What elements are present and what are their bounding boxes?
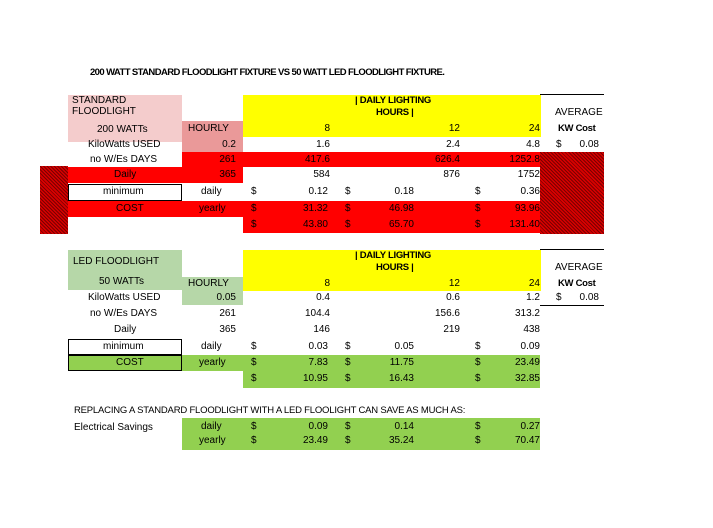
led-min24: 0.09: [520, 341, 540, 352]
savings-block: [182, 418, 540, 450]
savings-d8: 0.09: [308, 421, 328, 432]
standard-hourly: HOURLY: [188, 123, 229, 134]
standard-min8-dollar: $: [251, 186, 257, 197]
led-h12: 12: [448, 278, 460, 289]
savings-y24: 70.47: [514, 435, 540, 446]
led-min12-dollar: $: [345, 341, 351, 352]
led-kw-label: KiloWatts USED: [88, 292, 161, 303]
standard-t12-dollar: $: [345, 219, 351, 230]
standard-hours-header-2: HOURS |: [376, 107, 414, 118]
standard-average: AVERAGE: [555, 107, 603, 118]
led-min8: 0.03: [308, 341, 328, 352]
savings-label: Electrical Savings: [74, 422, 153, 433]
standard-t24: 131.40: [509, 219, 540, 230]
led-y24: 23.49: [514, 357, 540, 368]
savings-y8-dollar: $: [251, 435, 257, 446]
standard-daily-val: 365: [219, 169, 236, 180]
led-kw12: 0.6: [446, 292, 460, 303]
standard-min12-dollar: $: [345, 186, 351, 197]
standard-h24: 24: [528, 123, 540, 134]
standard-cost-label: COST: [116, 203, 144, 214]
standard-cost-val: 0.08: [579, 139, 599, 150]
standard-now-label: no W/Es DAYS: [90, 154, 158, 165]
led-min12: 0.05: [394, 341, 414, 352]
led-t8: 10.95: [302, 373, 328, 384]
standard-t12: 65.70: [388, 219, 414, 230]
led-h24: 24: [528, 278, 540, 289]
led-watts: 50 WATTs: [99, 276, 145, 287]
standard-now-val: 261: [219, 154, 236, 165]
led-y12-dollar: $: [345, 357, 351, 368]
led-min8-dollar: $: [251, 341, 257, 352]
led-now12: 156.6: [434, 308, 460, 319]
standard-y12-dollar: $: [345, 203, 351, 214]
led-daily-val: 365: [219, 324, 236, 335]
led-cost-line: [540, 305, 604, 306]
savings-y12: 35.24: [388, 435, 414, 446]
standard-daily24: 1752: [517, 169, 540, 180]
led-y8-dollar: $: [251, 357, 257, 368]
standard-cost-period: yearly: [199, 203, 226, 214]
led-daily8: 146: [313, 324, 330, 335]
savings-y24-dollar: $: [475, 435, 481, 446]
standard-h12: 12: [448, 123, 460, 134]
standard-min12: 0.18: [394, 186, 414, 197]
led-kw-val: 0.05: [216, 292, 236, 303]
savings-y12-dollar: $: [345, 435, 351, 446]
standard-t24-dollar: $: [475, 219, 481, 230]
standard-daily12: 876: [443, 169, 460, 180]
led-kw24: 1.2: [526, 292, 540, 303]
led-kw-cost: KW Cost: [558, 278, 596, 289]
led-min24-dollar: $: [475, 341, 481, 352]
led-y24-dollar: $: [475, 357, 481, 368]
led-label-1: LED FLOODLIGHT: [73, 256, 160, 267]
standard-min8: 0.12: [308, 186, 328, 197]
led-average: AVERAGE: [555, 262, 603, 273]
standard-y24: 93.96: [514, 203, 540, 214]
led-hourly: HOURLY: [188, 278, 229, 289]
led-t12-dollar: $: [345, 373, 351, 384]
standard-y8-dollar: $: [251, 203, 257, 214]
standard-y8: 31.32: [302, 203, 328, 214]
led-cost-period: yearly: [199, 357, 226, 368]
led-h8: 8: [324, 278, 330, 289]
standard-average-line: [540, 94, 604, 95]
standard-min24: 0.36: [520, 186, 540, 197]
led-hours-header-2: HOURS |: [376, 262, 414, 273]
led-daily-label: Daily: [114, 324, 137, 335]
standard-hatch-left: [40, 166, 68, 234]
standard-daily-label: Daily: [114, 169, 137, 180]
standard-daily8: 584: [313, 169, 330, 180]
savings-y8: 23.49: [302, 435, 328, 446]
savings-d8-dollar: $: [251, 421, 257, 432]
led-now24: 313.2: [514, 308, 540, 319]
led-daily24: 438: [523, 324, 540, 335]
led-min-label: minimum: [103, 341, 144, 352]
led-now-label: no W/Es DAYS: [90, 308, 158, 319]
standard-hatch-right: [540, 152, 604, 234]
led-t8-dollar: $: [251, 373, 257, 384]
led-y12: 11.75: [389, 357, 414, 368]
standard-kw-label: KiloWatts USED: [88, 139, 161, 150]
standard-y24-dollar: $: [475, 203, 481, 214]
led-hours-header-1: | DAILY LIGHTING: [355, 250, 431, 261]
led-t12: 16.43: [388, 373, 414, 384]
standard-t8-dollar: $: [251, 219, 257, 230]
savings-yearly-label: yearly: [199, 435, 226, 446]
led-min-period: daily: [201, 341, 222, 352]
standard-min24-dollar: $: [475, 186, 481, 197]
led-cost-val: 0.08: [579, 292, 599, 303]
standard-label-1: STANDARD: [72, 95, 127, 106]
led-t24: 32.85: [514, 373, 540, 384]
savings-d12: 0.14: [394, 421, 414, 432]
savings-d12-dollar: $: [345, 421, 351, 432]
standard-kw24: 4.8: [526, 139, 540, 150]
standard-hours-header-1: | DAILY LIGHTING: [355, 95, 431, 106]
savings-d24-dollar: $: [475, 421, 481, 432]
savings-daily-label: daily: [201, 421, 222, 432]
led-now-val: 261: [219, 308, 236, 319]
standard-now12: 626.4: [434, 154, 460, 165]
page-title: 200 WATT STANDARD FLOODLIGHT FIXTURE VS 50 WATT LED FLOODLIGHT FIXTURE.: [90, 67, 445, 78]
led-cost-dollar: $: [556, 292, 562, 303]
savings-d24: 0.27: [520, 421, 540, 432]
standard-kw12: 2.4: [446, 139, 460, 150]
standard-kw-cost: KW Cost: [558, 123, 596, 134]
led-y8: 7.83: [308, 357, 328, 368]
standard-kw8: 1.6: [316, 139, 330, 150]
led-daily12: 219: [443, 324, 460, 335]
savings-heading: REPLACING A STANDARD FLOODLIGHT WITH A LED FLOOLIGHT CAN SAVE AS MUCH AS:: [74, 405, 466, 416]
led-t24-dollar: $: [475, 373, 481, 384]
standard-y12: 46.98: [388, 203, 414, 214]
standard-now24: 1252.8: [509, 154, 540, 165]
standard-min-period: daily: [201, 186, 222, 197]
led-now8: 104.4: [304, 308, 330, 319]
standard-t8: 43.80: [302, 219, 328, 230]
standard-label-2: FLOODLIGHT: [72, 106, 136, 117]
led-cost-label: COST: [116, 357, 144, 368]
standard-now8: 417.6: [304, 154, 330, 165]
standard-h8: 8: [324, 123, 330, 134]
standard-min-label: minimum: [103, 186, 144, 197]
led-hours-row: [243, 277, 541, 291]
led-kw8: 0.4: [316, 292, 330, 303]
standard-watts: 200 WATTs: [97, 124, 148, 135]
standard-kw-val: 0.2: [222, 139, 236, 150]
standard-hours-row: [243, 121, 541, 137]
standard-cost-dollar: $: [556, 139, 562, 150]
led-average-line: [540, 249, 604, 250]
